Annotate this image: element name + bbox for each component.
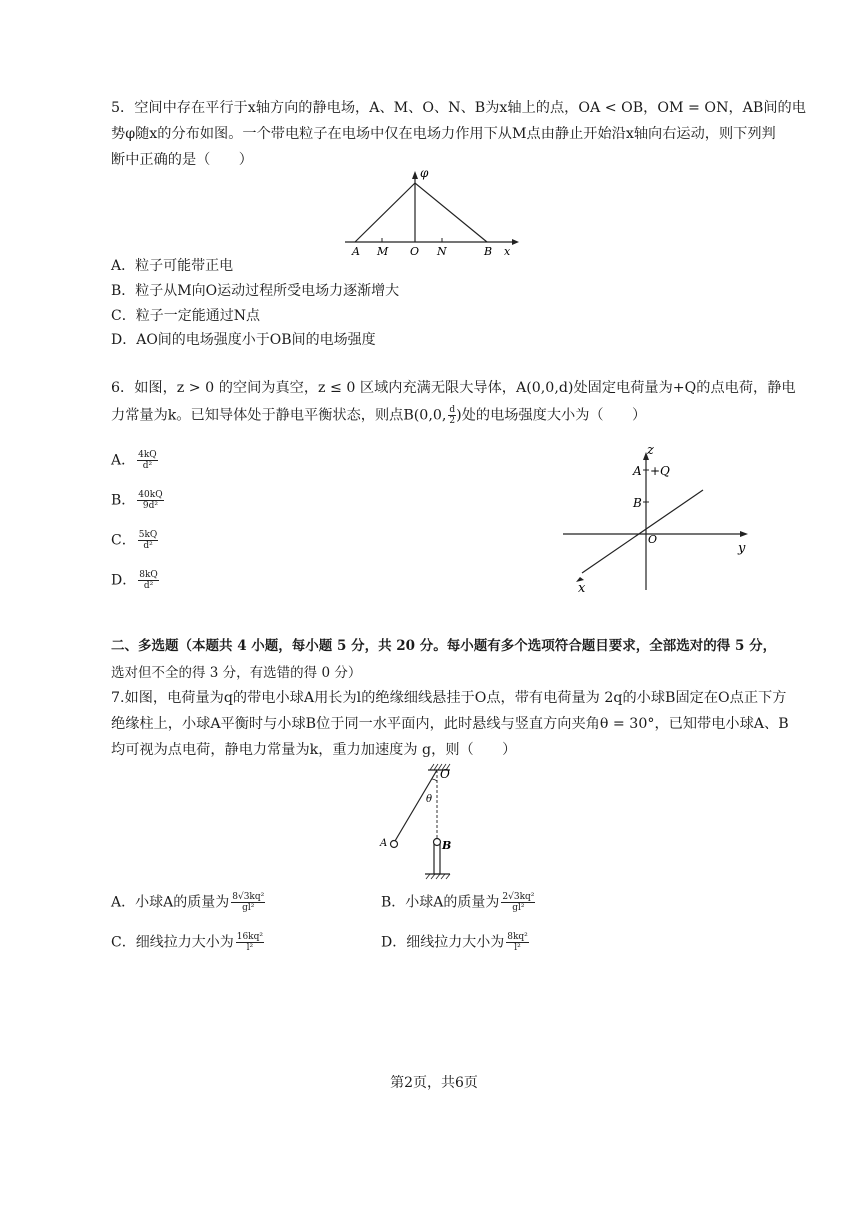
q6-option-a (111, 450, 158, 471)
o-label: O (410, 245, 420, 258)
section-2-title: 二、多选题（本题共 4 小题，每小题 5 分，共 20 分。每小题有多个选项符合题目要求，全部选对的得 5 分， (111, 638, 777, 654)
q6-option-d (111, 570, 159, 591)
option-fraction (231, 892, 265, 913)
frac-den: l² (246, 943, 254, 953)
n-label: N (437, 245, 447, 258)
point-b-label: B (633, 496, 642, 510)
q6-line-1: 6．如图，z > 0 的空间为真空，z ≤ 0 区域内充满无限大导体，A(0,0,d)处固定电荷量为+Q的点电荷，静电 (111, 380, 796, 396)
section-2-note: 选对但不全的得 3 分，有选错的得 0 分） (111, 665, 362, 681)
q6-line-2-pre: 力常量为k。已知导体处于静电平衡状态，则点B(0,0, (111, 407, 447, 424)
option-letter: B． (111, 492, 136, 509)
frac-den: d² (142, 461, 153, 471)
q5-potential-graph (340, 165, 530, 260)
frac-num: 4kQ (138, 450, 157, 460)
origin-label: O (648, 533, 658, 546)
option-letter: C． (111, 532, 136, 549)
q6-line-2-post: )处的电场强度大小为（ ） (456, 407, 647, 424)
option-text: D．细线拉力大小为 (381, 934, 505, 951)
frac-num: 8√3kq² (232, 892, 265, 902)
q5-line-2: 势φ随x的分布如图。一个带电粒子在电场中仅在电场力作用下从M点由静止开始沿x轴向右运动，则下列判 (111, 126, 776, 142)
frac-den: 9d² (142, 501, 158, 511)
frac-num: 5kQ (138, 530, 158, 540)
option-fraction (501, 892, 535, 913)
frac-num: d (449, 405, 456, 415)
a-label: A (352, 245, 360, 258)
q7-option-d (381, 932, 529, 953)
frac-num: 8kq² (507, 932, 528, 942)
q5-line-1: 5．空间中存在平行于x轴方向的静电场，A、M、O、N、B为x轴上的点，OA < OB，OM = ON，AB间的电 (111, 100, 806, 116)
option-fraction (137, 490, 163, 511)
point-o-label: O (440, 767, 450, 781)
option-letter: A． (111, 452, 136, 469)
frac-den: gl² (242, 903, 255, 913)
frac-den: l² (514, 943, 521, 953)
frac-num: 40kQ (138, 490, 163, 500)
q5-option-c: C．粒子一定能通过N点 (111, 308, 260, 324)
frac-den: gl² (512, 903, 525, 913)
ball-a-label: A (380, 838, 388, 849)
x-axis-label: x (578, 581, 586, 596)
m-label: M (377, 245, 389, 258)
frac-den: 2 (449, 416, 456, 426)
option-fraction (138, 530, 159, 551)
q5-option-d: D．AO间的电场强度小于OB间的电场强度 (111, 332, 376, 348)
option-fraction (506, 932, 529, 953)
option-text: B．小球A的质量为 (381, 894, 500, 911)
z-axis-label: z (647, 443, 654, 458)
option-fraction (236, 932, 264, 953)
option-fraction (138, 570, 159, 591)
theta-label: θ (426, 794, 433, 805)
q7-pendulum-diagram (370, 762, 480, 882)
option-letter: D． (111, 572, 137, 589)
q7-option-c (111, 932, 264, 953)
q5-option-a: A．粒子可能带正电 (111, 258, 234, 274)
phi-label: φ (420, 166, 429, 180)
frac-num: 16kq² (236, 932, 263, 942)
q6-b-fraction (448, 405, 456, 426)
q6-coordinate-diagram (560, 440, 760, 595)
x-label: x (504, 245, 511, 258)
q7-option-b (381, 892, 535, 913)
q5-line-3: 断中正确的是（ ） (111, 152, 253, 168)
frac-den: d² (143, 581, 154, 591)
q7-option-a (111, 892, 265, 913)
b-label: B (484, 245, 493, 258)
option-text: A．小球A的质量为 (111, 894, 230, 911)
q7-line-3: 均可视为点电荷，静电力常量为k，重力加速度为 g，则（ ） (111, 742, 517, 758)
option-text: C．细线拉力大小为 (111, 934, 234, 951)
charge-label: +Q (650, 464, 670, 478)
frac-num: 8kQ (139, 570, 158, 580)
ball-b-label: B (442, 839, 452, 852)
q6-option-c (111, 530, 158, 551)
option-fraction (137, 450, 158, 471)
q7-line-1: 7.如图，电荷量为q的带电小球A用长为l的绝缘细线悬挂于O点，带有电荷量为 2q的小球B固定在O点正下方 (111, 690, 787, 706)
frac-num: 2√3kq² (502, 892, 535, 902)
y-axis-label: y (738, 541, 746, 556)
q5-option-b: B．粒子从M向O运动过程所受电场力逐渐增大 (111, 283, 400, 299)
point-a-label: A (633, 464, 642, 478)
q6-line-2 (111, 405, 646, 426)
q7-line-2: 绝缘柱上，小球A平衡时与小球B位于同一水平面内，此时悬线与竖直方向夹角θ = 30°，已知带电小球A、B (111, 716, 789, 732)
frac-den: d² (143, 541, 153, 551)
page-footer: 第2页，共6页 (390, 1075, 478, 1091)
q6-option-b (111, 490, 164, 511)
